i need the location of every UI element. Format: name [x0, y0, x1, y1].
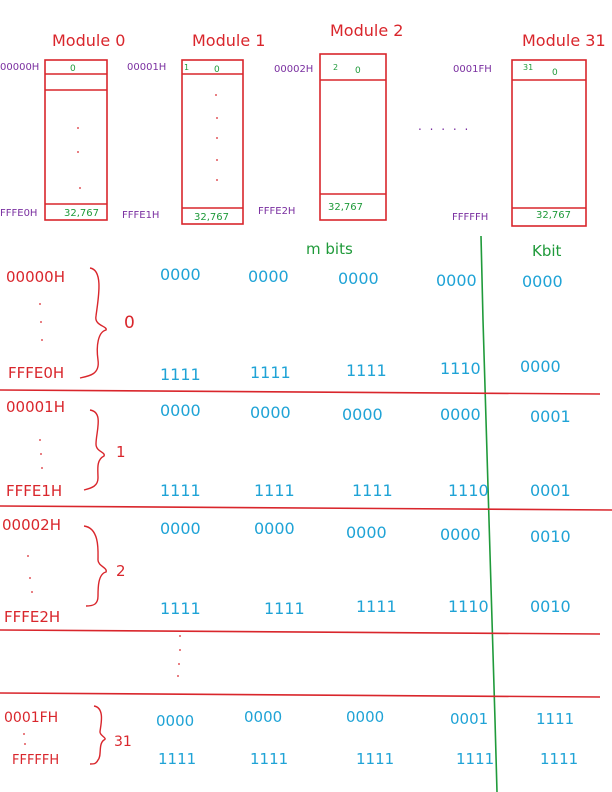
bit-cell: 0010 [530, 527, 571, 546]
top-index: 0 [355, 66, 361, 76]
group-start-address: 00002H [2, 516, 61, 534]
start-address: 00001H [127, 62, 167, 73]
bit-cell: 1111 [540, 750, 579, 768]
bit-cell: 1111 [160, 599, 201, 618]
start-address: 00000H [0, 62, 40, 73]
bit-cell: 1111 [352, 481, 393, 500]
bit-cell: 0001 [450, 710, 489, 728]
bit-cell: 1111 [254, 481, 295, 500]
group-module-number: 0 [124, 313, 135, 333]
bit-cell: 0000 [250, 403, 291, 422]
bottom-index: 32,767 [328, 202, 363, 213]
module-gap-dots: . . . . . [418, 119, 471, 133]
m-bits-label: m bits [306, 240, 353, 258]
bit-cell: 0000 [244, 708, 283, 726]
bit-cell: 0000 [342, 405, 383, 424]
end-address: FFFE2H [258, 206, 296, 217]
group-module-number: 1 [116, 443, 126, 461]
module-box [182, 60, 243, 224]
end-address: FFFE1H [122, 210, 160, 221]
group-brace [90, 706, 105, 764]
end-address: FFFE0H [0, 208, 38, 219]
top-prefix: 31 [523, 63, 534, 72]
bit-cell: 0000 [346, 708, 385, 726]
bit-cell: 0000 [436, 271, 477, 290]
bit-cell: 0010 [530, 597, 571, 616]
bit-cell: 1111 [158, 750, 197, 768]
bit-cell: 0000 [520, 357, 561, 376]
start-address: 0001FH [453, 64, 492, 75]
bit-cell: 1111 [160, 365, 201, 384]
bit-cell: 1111 [456, 750, 495, 768]
module-box [512, 60, 586, 226]
module-title: Module 1 [192, 31, 266, 50]
module-1 [122, 31, 265, 224]
bit-cell: 0000 [254, 519, 295, 538]
group-end-address: FFFE1H [6, 482, 63, 500]
bit-cell: 1111 [356, 597, 397, 616]
bit-cell: 0001 [530, 481, 571, 500]
m-k-divider-line [481, 236, 497, 792]
bottom-index: 32,767 [536, 210, 571, 221]
bottom-index: 32,767 [194, 212, 229, 223]
group-end-address: FFFFFH [12, 753, 60, 768]
bit-cell: 1111 [356, 750, 395, 768]
bit-cell: 1110 [448, 597, 489, 616]
bit-cell: 1110 [440, 359, 481, 378]
group-module-number: 31 [114, 734, 132, 750]
bit-cell: 1110 [448, 481, 489, 500]
module-box [320, 54, 386, 220]
bit-cell: 0000 [338, 269, 379, 288]
bottom-index: 32,767 [64, 208, 99, 219]
bit-cell: 0000 [248, 267, 289, 286]
module-31 [452, 31, 606, 226]
module-title: Module 0 [52, 31, 126, 50]
bit-cell: 0000 [160, 401, 201, 420]
bit-cell: 1111 [250, 363, 291, 382]
group-brace [84, 526, 106, 606]
top-prefix: 1 [184, 63, 190, 72]
module-2 [258, 21, 403, 220]
top-index: 0 [70, 64, 76, 74]
group-start-address: 00000H [6, 268, 65, 286]
bit-cell: 1111 [346, 361, 387, 380]
top-prefix: 2 [333, 63, 339, 72]
bit-cell: 0000 [346, 523, 387, 542]
bit-cell: 1111 [536, 710, 575, 728]
group-end-address: FFFE0H [8, 364, 65, 382]
k-bit-label: Kbit [532, 242, 562, 260]
bit-cell: 1111 [250, 750, 289, 768]
module-box [45, 60, 107, 220]
group-0 [6, 265, 563, 384]
top-index: 0 [214, 65, 220, 75]
group-2 [2, 516, 571, 626]
groups-ellipsis [177, 635, 181, 677]
group-brace [80, 268, 106, 378]
bit-cell: 0000 [440, 525, 481, 544]
module-0 [0, 31, 125, 220]
end-address: FFFFFH [452, 212, 489, 223]
group-separators [0, 390, 612, 697]
bit-cell: 0000 [160, 265, 201, 284]
bit-cell: 1111 [264, 599, 305, 618]
module-title: Module 2 [330, 21, 404, 40]
group-end-address: FFFE2H [4, 608, 61, 626]
top-index: 0 [552, 68, 558, 78]
bit-cell: 0001 [530, 407, 571, 426]
start-address: 00002H [274, 64, 314, 75]
group-start-address: 00001H [6, 398, 65, 416]
group-start-address: 0001FH [4, 710, 59, 726]
group-brace [84, 410, 104, 490]
group-31 [4, 706, 578, 768]
group-module-number: 2 [116, 562, 126, 580]
bit-cell: 0000 [440, 405, 481, 424]
bit-cell: 0000 [156, 712, 195, 730]
bit-cell: 0000 [160, 519, 201, 538]
bit-cell: 1111 [160, 481, 201, 500]
bit-cell: 0000 [522, 272, 563, 291]
module-title: Module 31 [522, 31, 606, 50]
